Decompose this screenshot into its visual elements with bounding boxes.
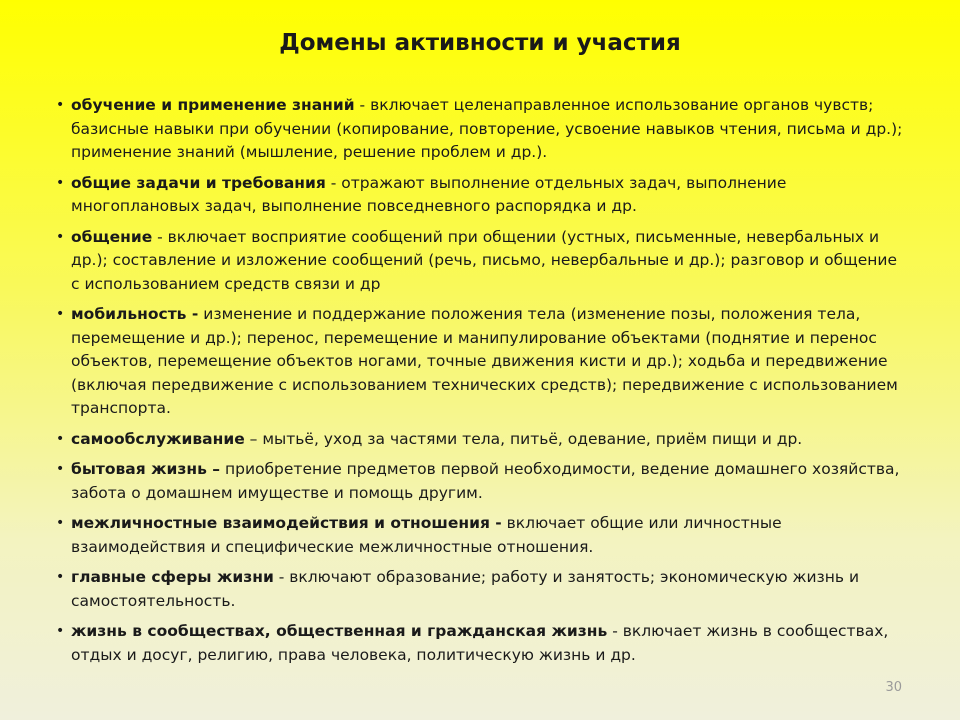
item-text: – мытьё, уход за частями тела, питьё, одевание, приём пищи и др. [244, 429, 803, 448]
item-text: - включает целенаправленное использование органов чувств; базисные навыки при обучении (копирование, повторение, усвоение навыков чтения, письма и др.); применение знаний (мышление, решение проблем и др.). [71, 96, 903, 161]
list-item [56, 620, 906, 667]
bullet-icon: • [56, 461, 65, 477]
item-text: - включает жизнь в сообществах, отдых и досуг, религию, права человека, политическую жизнь и др. [71, 622, 889, 664]
item-term: жизнь в сообществах, общественная и гражданская жизнь [71, 622, 608, 640]
item-term: межличностные взаимодействия и отношения - [71, 514, 502, 532]
item-term: мобильность - [71, 305, 199, 323]
domain-list [56, 94, 906, 674]
item-term: общение [71, 227, 153, 246]
item-term: главные сферы жизни [71, 568, 274, 586]
list-item [56, 94, 906, 165]
bullet-icon: • [56, 228, 65, 245]
item-text: - включают образование; работу и занятость; экономическую жизнь и самостоятельность. [71, 568, 860, 610]
list-item [56, 226, 906, 297]
bullet-icon: • [56, 623, 65, 639]
bullet-icon: • [56, 306, 65, 322]
list-item [56, 303, 906, 421]
item-term: обучение и применение знаний [71, 96, 355, 114]
item-text: включает общие или личностные взаимодействия и специфические межличностные отношения. [71, 514, 782, 556]
item-text: изменение и поддержание положения тела (изменение позы, положения тела, перемещение и др.); перенос, перемещение и манипулирование объектами (поднятие и перенос объектов, перемещение объектов ногами, точные движения кисти и др.); ходьба и передвижение (включая передвижение с использованием технических средств); передвижение с использованием транспорта. [71, 305, 898, 417]
bullet-icon: • [56, 430, 65, 447]
item-term: бытовая жизнь – [71, 460, 221, 478]
slide-title: Домены активности и участия [279, 30, 681, 56]
item-term: самообслуживание [71, 429, 245, 448]
bullet-icon: • [56, 515, 65, 531]
bullet-icon: • [56, 174, 65, 191]
item-text: - отражают выполнение отдельных задач, выполнение многоплановых задач, выполнение повседневного распорядка и др. [71, 173, 787, 215]
list-item [56, 172, 906, 219]
bullet-icon: • [56, 97, 65, 113]
item-text: - включает восприятие сообщений при общении (устных, письменные, невербальных и др.); составление и изложение сообщений (речь, письмо, невербальные и др.); разговор и общение с использованием средств связи и др [71, 227, 898, 293]
page-number: 30 [885, 680, 902, 695]
list-item [56, 428, 906, 452]
list-item [56, 512, 906, 559]
list-item [56, 458, 906, 505]
list-item [56, 566, 906, 613]
item-term: общие задачи и требования [71, 173, 326, 192]
item-text: приобретение предметов первой необходимости, ведение домашнего хозяйства, забота о домашнем имуществе и помощь другим. [71, 460, 900, 502]
bullet-icon: • [56, 569, 65, 585]
